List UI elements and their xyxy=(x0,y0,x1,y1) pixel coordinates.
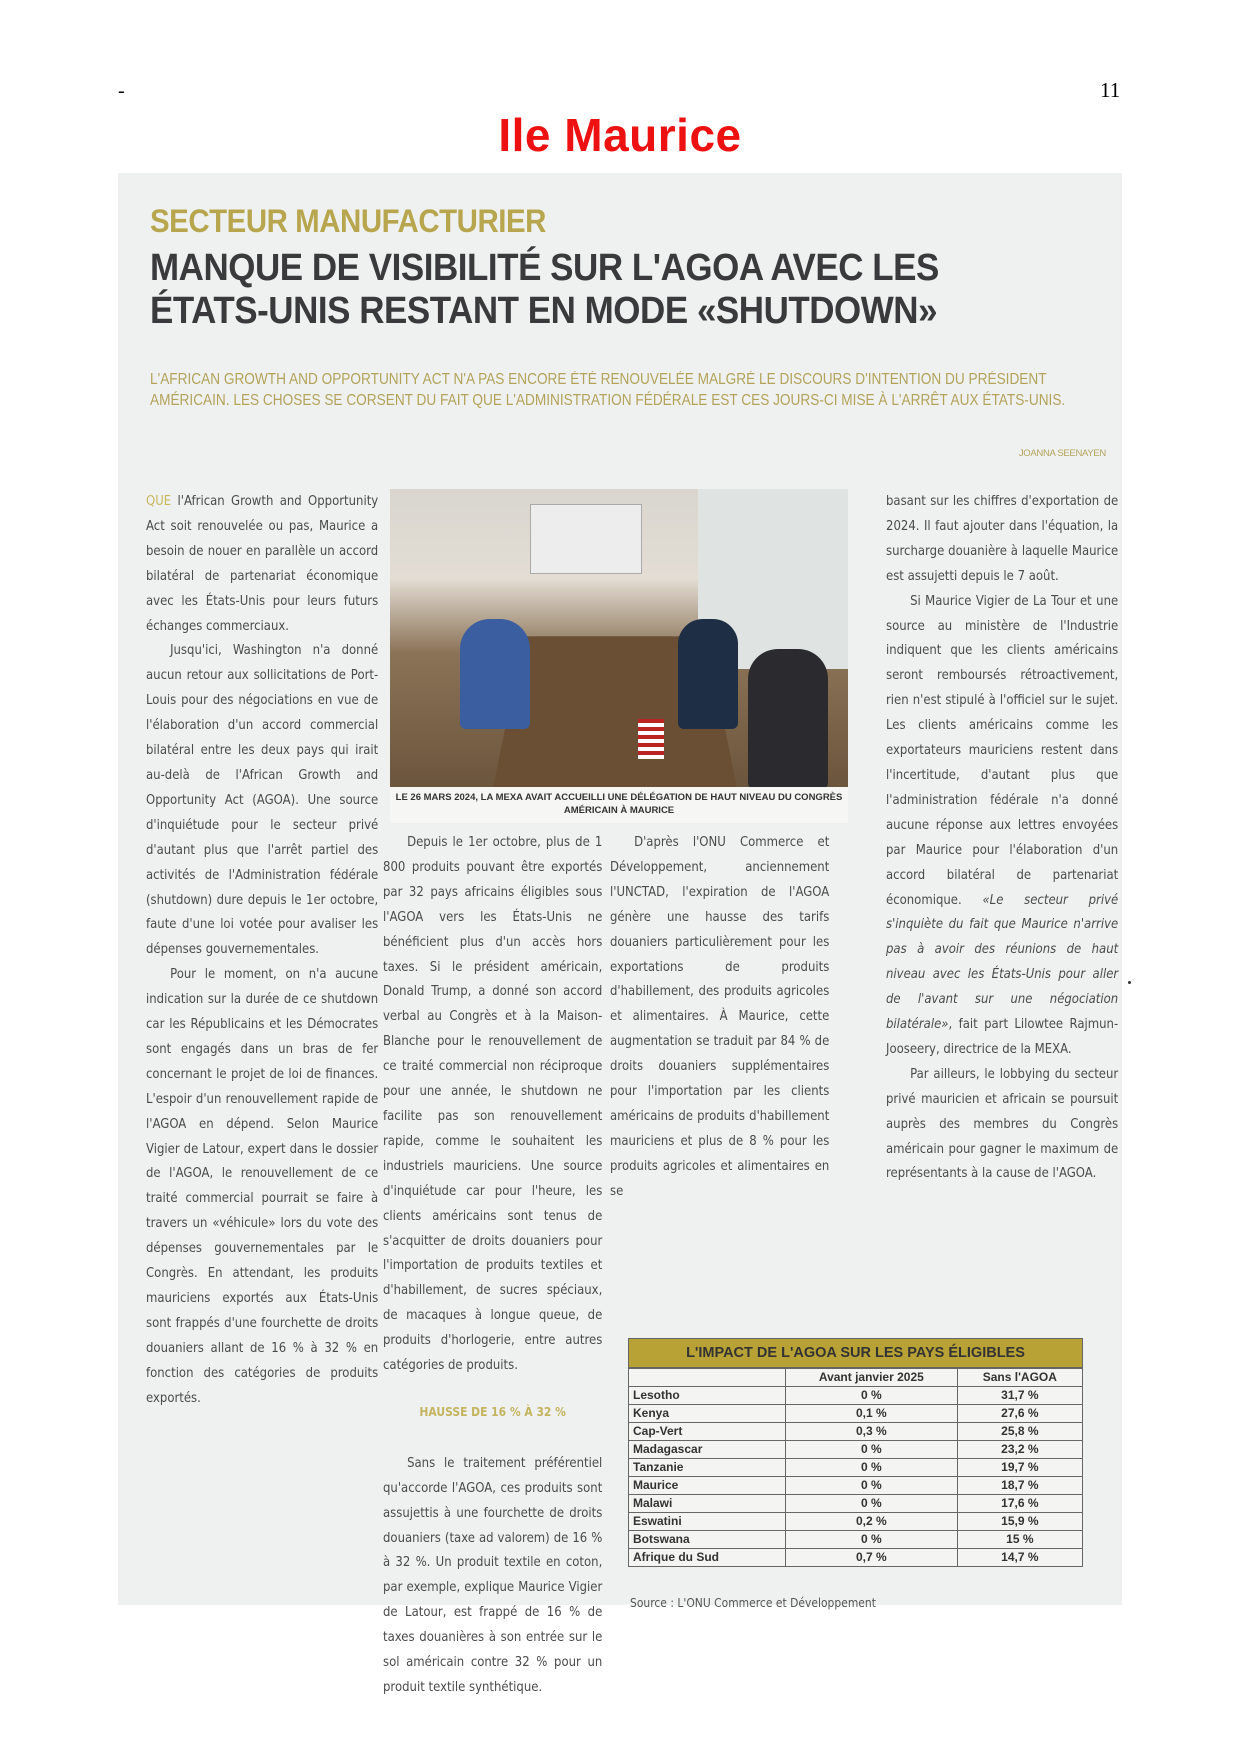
paragraph: Sans le traitement préférentiel qu'accorde l'AGOA, ces produits sont assujettis à une fourchette de droits douaniers (taxe ad valorem) de 16 % à 32 %. Un produit textile en coton, par exemple, explique Maurice Vigier de Latour, est frappé de 16 % de taxes douanières à son entrée sur le sol américain contre 32 % pour un produit textile synthétique. xyxy=(383,1454,603,1695)
table-row xyxy=(629,1441,1083,1459)
value-cell: 17,6 % xyxy=(957,1495,1082,1513)
value-cell: 0,3 % xyxy=(786,1423,958,1441)
country-cell: Eswatini xyxy=(629,1513,786,1531)
country-cell: Madagascar xyxy=(629,1441,786,1459)
article-standfirst: L'AFRICAN GROWTH AND OPPORTUNITY ACT N'A PAS ENCORE ÉTÉ RENOUVELÉE MALGRÉ LE DISCOURS D'INTENTION DU PRÉSIDENT AMÉRICAIN. LES CHOSES SE CORSENT DU FAIT QUE L'ADMINISTRATION FÉDÉRALE EST CES JOURS-CI MISE À L'ARRÊT AUX ÉTATS-UNIS. xyxy=(150,371,1066,409)
dropcap: QUE xyxy=(146,493,172,509)
paragraph: Par ailleurs, le lobbying du secteur privé mauricien et africain se poursuit auprès des membres du Congrès américain pour gagner le maximum de représentants à la cause de l'AGOA. xyxy=(886,1065,1119,1182)
text-column-2 xyxy=(383,830,602,1700)
table-header-row xyxy=(629,1369,1083,1387)
photo-caption: LE 26 MARS 2024, LA MEXA AVAIT ACCUEILLI UNE DÉLÉGATION DE HAUT NIVEAU DU CONGRÈS AMÉRICAIN À MAURICE xyxy=(390,787,848,823)
value-cell: 0 % xyxy=(786,1459,958,1477)
table-row xyxy=(629,1459,1083,1477)
table-row xyxy=(629,1531,1083,1549)
value-cell: 18,7 % xyxy=(957,1477,1082,1495)
country-cell: Afrique du Sud xyxy=(629,1549,786,1567)
photo-projector-screen xyxy=(530,504,642,574)
table-row xyxy=(629,1423,1083,1441)
data-table xyxy=(628,1368,1083,1567)
photo-person xyxy=(460,619,530,729)
paragraph: , fait part Lilowtee Rajmun-Jooseery, directrice de la MEXA. xyxy=(886,1016,1119,1057)
table-row xyxy=(629,1513,1083,1531)
paragraph: Si Maurice Vigier de La Tour et une source au ministère de l'Industrie indiquent que les clients américains seront remboursés rétroactivement, rien n'est stipulé à l'officiel sur le sujet. Les clients américains comme les exportateurs mauriciens restent dans l'incertitude, d'autant plus que l'administration fédérale n'a donné aucune réponse aux lettres envoyées par Maurice pour l'élaboration d'un accord bilatéral de partenariat économique. xyxy=(886,592,1119,908)
table-row xyxy=(629,1549,1083,1567)
country-cell: Kenya xyxy=(629,1405,786,1423)
value-cell: 0 % xyxy=(786,1387,958,1405)
value-cell: 31,7 % xyxy=(957,1387,1082,1405)
country-cell: Lesotho xyxy=(629,1387,786,1405)
table-row xyxy=(629,1495,1083,1513)
paragraph: l'African Growth and Opportunity Act soit renouvelée ou pas, Maurice a besoin de nouer en parallèle un accord bilatéral de partenariat économique avec les États-Unis pour leurs futurs échanges commerciaux. xyxy=(146,493,379,634)
page-number: 11 xyxy=(1100,78,1121,102)
value-cell: 15 % xyxy=(957,1531,1082,1549)
paragraph: D'après l'ONU Commerce et Développement, anciennement l'UNCTAD, l'expiration de l'AGOA génère une hausse des tarifs douaniers particulièrement pour les exportations de produits d'habillement, des produits agricoles et alimentaires. À Maurice, cette augmentation se traduit par 84 % de droits douaniers supplémentaires pour l'importation par les clients américains de produits d'habillement mauriciens et plus de 8 % pour les produits agricoles et alimentaires en se xyxy=(610,834,830,1199)
value-cell: 15,9 % xyxy=(957,1513,1082,1531)
meeting-photo xyxy=(390,489,848,787)
article-kicker: SECTEUR MANUFACTURIER xyxy=(150,203,546,239)
table-row xyxy=(629,1405,1083,1423)
value-cell: 0,2 % xyxy=(786,1513,958,1531)
value-cell: 0 % xyxy=(786,1477,958,1495)
paragraph: Depuis le 1er octobre, plus de 1 800 produits pouvant être exportés par 32 pays africains éligibles sous l'AGOA vers les États-Unis ne bénéficient plus d'un accès hors taxes. Si le président américain, Donald Trump, a donné son accord verbal au Congrès et à la Maison-Blanche pour le renouvellement de ce traité commercial non réciproque pour une année, le shutdown ne facilite pas son renouvellement rapide, comme le souhaitent les industriels mauriciens. Une source d'inquiétude car pour l'heure, les clients américains sont tenus de s'acquitter de droits douaniers pour l'importation de produits textiles et d'habillement, de sucres spéciaux, de macaques à longue queue, de produits d'horlogerie, entre autres catégories de produits. xyxy=(383,834,603,1374)
article-headline: MANQUE DE VISIBILITÉ SUR L'AGOA AVEC LES ÉTATS-UNIS RESTANT EN MODE «SHUTDOWN» xyxy=(150,247,939,332)
value-cell: 27,6 % xyxy=(957,1405,1082,1423)
quote: «Le secteur privé s'inquiète du fait que Maurice n'arrive pas à avoir des réunions de haut niveau avec les États-Unis pour aller de l'avant sur une négociation bilatérale» xyxy=(886,891,1119,1033)
value-cell: 25,8 % xyxy=(957,1423,1082,1441)
value-cell: 19,7 % xyxy=(957,1459,1082,1477)
stray-dot xyxy=(1128,981,1131,984)
us-flag-icon xyxy=(638,719,664,759)
paragraph: Pour le moment, on n'a aucune indication sur la durée de ce shutdown car les Républicains et les Démocrates sont engagés dans un bras de fer concernant le projet de loi de finances. L'espoir d'un renouvellement rapide de l'AGOA en dépend. Selon Maurice Vigier de Latour, expert dans le dossier de l'AGOA, le renouvellement de ce traité commercial pourrait se faire à travers un «véhicule» lors du vote des dépenses gouvernementales par le Congrès. En attendant, les produits mauriciens exportés aux États-Unis sont frappés d'une fourchette de droits douaniers allant de 16 % à 32 % en fonction des catégories de produits exportés. xyxy=(146,966,379,1406)
country-cell: Botswana xyxy=(629,1531,786,1549)
table-row xyxy=(629,1387,1083,1405)
country-cell: Cap-Vert xyxy=(629,1423,786,1441)
page-title: Ile Maurice xyxy=(498,109,742,161)
paragraph: Jusqu'ici, Washington n'a donné aucun retour aux sollicitations de Port-Louis pour des négociations en vue de l'élaboration d'un accord commercial bilatéral entre les deux pays qui irait au-delà de l'African Growth and Opportunity Act (AGOA). Une source d'inquiétude pour le secteur privé d'autant plus que l'arrêt partiel des activités de l'Administration fédérale (shutdown) dure depuis le 1er octobre, faute d'une loi votée pour avaliser les dépenses gouvernementales. xyxy=(146,642,379,958)
value-cell: 23,2 % xyxy=(957,1441,1082,1459)
table-header-cell: Avant janvier 2025 xyxy=(786,1369,958,1387)
agoa-impact-table xyxy=(628,1338,1083,1567)
country-cell: Maurice xyxy=(629,1477,786,1495)
value-cell: 0,7 % xyxy=(786,1549,958,1567)
table-header-cell: Sans l'AGOA xyxy=(957,1369,1082,1387)
value-cell: 0 % xyxy=(786,1531,958,1549)
table-row xyxy=(629,1477,1083,1495)
table-source: Source : L'ONU Commerce et Développement xyxy=(630,1595,876,1610)
country-cell: Malawi xyxy=(629,1495,786,1513)
value-cell: 0,1 % xyxy=(786,1405,958,1423)
value-cell: 14,7 % xyxy=(957,1549,1082,1567)
text-column-4 xyxy=(886,489,1118,1186)
text-column-1 xyxy=(146,489,378,1411)
subheading: HAUSSE DE 16 % À 32 % xyxy=(419,1403,566,1419)
country-cell: Tanzanie xyxy=(629,1459,786,1477)
article-byline: JOANNA SEENAYEN xyxy=(1018,448,1106,459)
table-header-cell xyxy=(629,1369,786,1387)
table-title: L'IMPACT DE L'AGOA SUR LES PAYS ÉLIGIBLES xyxy=(628,1338,1083,1368)
value-cell: 0 % xyxy=(786,1495,958,1513)
magazine-clipping xyxy=(118,173,1122,1695)
photo-person xyxy=(678,619,738,729)
photo-person xyxy=(748,649,828,789)
value-cell: 0 % xyxy=(786,1441,958,1459)
paragraph: basant sur les chiffres d'exportation de 2024. Il faut ajouter dans l'équation, la surcharge douanière à laquelle Maurice est assujetti depuis le 7 août. xyxy=(886,493,1119,584)
page-marker: - xyxy=(118,80,125,102)
text-column-3 xyxy=(610,830,829,1204)
